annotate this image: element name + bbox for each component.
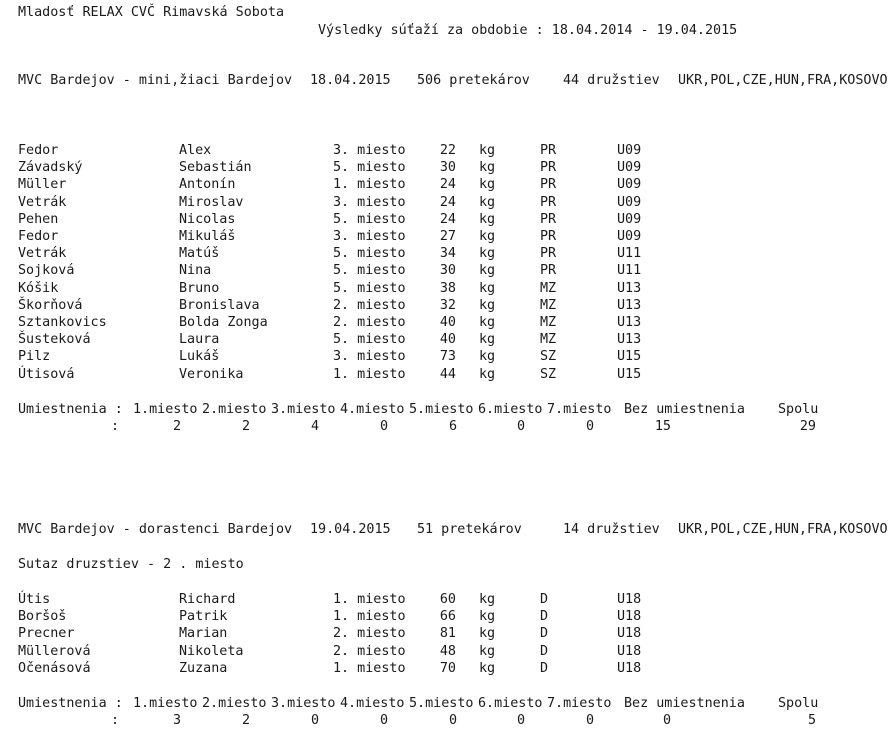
weight-cell: 44 [439,366,456,382]
place-cell: 1. miesto [333,592,406,607]
place-cell: 2. miesto [333,626,406,642]
summary-value: 4 [310,419,319,434]
competition-name: MVC Bardejov - dorastenci Bardejov [18,522,293,537]
unit-cell: kg [479,643,496,659]
unit-cell: kg [479,592,496,607]
unit-cell: kg [479,143,496,158]
table-row [0,211,894,228]
first-name-cell: Lukáš [179,349,220,365]
unit-cell: kg [479,366,496,382]
category-cell: D [540,643,549,659]
surname-cell: Závadský [18,160,83,176]
first-name-cell: Bronislava [179,297,260,313]
unit-cell: kg [479,332,496,348]
surname-cell: Očenásová [18,660,91,676]
table-row [0,348,894,365]
category-cell: PR [540,263,557,279]
category-cell: D [540,609,549,625]
age-group-cell: U09 [617,194,642,210]
summary-label: Umiestnenia : [18,402,123,417]
countries: UKR,POL,CZE,HUN,FRA,KOSOVO [678,73,888,88]
weight-cell: 32 [439,297,456,313]
summary-colon: : [111,419,120,434]
first-name-cell: Alex [179,143,212,158]
surname-cell: Útis [18,592,51,607]
summary-header: 3.miesto [271,696,336,711]
summary-header: 7.miesto [547,402,612,417]
unit-cell: kg [479,194,496,210]
unit-cell: kg [479,297,496,313]
age-group-cell: U13 [617,280,642,296]
unit-cell: kg [479,211,496,227]
table-row [0,591,894,608]
weight-cell: 30 [439,160,456,176]
age-group-cell: U13 [617,332,642,348]
summary-header: 1.miesto [133,696,198,711]
place-cell: 3. miesto [333,143,406,158]
age-group-cell: U09 [617,211,642,227]
surname-cell: Vetrák [18,194,67,210]
summary-header: 6.miesto [478,696,543,711]
weight-cell: 70 [439,660,456,676]
unit-cell: kg [479,229,496,244]
summary-header: 5.miesto [409,402,474,417]
weight-cell: 24 [439,177,456,193]
place-cell: 5. miesto [333,211,406,227]
surname-cell: Fedor [18,229,59,244]
age-group-cell: U13 [617,315,642,330]
surname-cell: Útisová [18,366,75,382]
surname-cell: Šusteková [18,332,91,348]
first-name-cell: Matúš [179,246,220,262]
age-group-cell: U13 [617,297,642,313]
place-cell: 2. miesto [333,643,406,659]
weight-cell: 30 [439,263,456,279]
unit-cell: kg [479,246,496,262]
summary-value: 29 [799,419,816,434]
competition-date: 18.04.2015 [310,73,391,88]
place-cell: 1. miesto [333,366,406,382]
surname-cell: Sztankovics [18,315,107,330]
summary-header: 4.miesto [340,696,405,711]
place-cell: 2. miesto [333,297,406,313]
unit-cell: kg [479,609,496,625]
age-group-cell: U11 [617,263,642,279]
weight-cell: 60 [439,592,456,607]
category-cell: D [540,660,549,676]
surname-cell: Sojková [18,263,75,279]
first-name-cell: Nikoleta [179,643,244,659]
summary-value: 0 [585,713,594,728]
unit-cell: kg [479,315,496,330]
table-row [0,142,894,159]
summary-header: Spolu [778,696,819,711]
surname-cell: Müllerová [18,643,91,659]
table-row [0,625,894,642]
unit-cell: kg [479,660,496,676]
weight-cell: 38 [439,280,456,296]
age-group-cell: U15 [617,349,642,365]
weight-cell: 24 [439,194,456,210]
age-group-cell: U18 [617,609,642,625]
place-cell: 5. miesto [333,160,406,176]
first-name-cell: Antonín [179,177,236,193]
summary-header: 2.miesto [202,402,267,417]
unit-cell: kg [479,160,496,176]
unit-cell: kg [479,263,496,279]
surname-cell: Škorňová [18,297,83,313]
category-cell: MZ [540,280,557,296]
weight-cell: 27 [439,229,456,244]
unit-cell: kg [479,177,496,193]
category-cell: PR [540,177,557,193]
table-row [0,280,894,297]
summary-value: 0 [448,713,457,728]
weight-cell: 73 [439,349,456,365]
first-name-cell: Marian [179,626,228,642]
table-row [0,176,894,193]
surname-cell: Pilz [18,349,51,365]
surname-cell: Pehen [18,211,59,227]
weight-cell: 22 [439,143,456,158]
table-row [0,643,894,660]
place-cell: 2. miesto [333,315,406,330]
teams-count: 44 družstiev [563,73,660,88]
summary-header: Spolu [778,402,819,417]
summary-label: Umiestnenia : [18,696,123,711]
age-group-cell: U18 [617,660,642,676]
weight-cell: 24 [439,211,456,227]
summary-header: 6.miesto [478,402,543,417]
table-row [0,194,894,211]
weight-cell: 66 [439,609,456,625]
first-name-cell: Zuzana [179,660,228,676]
weight-cell: 48 [439,643,456,659]
surname-cell: Boršoš [18,609,67,625]
table-row [0,314,894,331]
table-row [0,262,894,279]
surname-cell: Fedor [18,143,59,158]
competition-date: 19.04.2015 [310,522,391,537]
category-cell: D [540,592,549,607]
summary-value: 15 [654,419,671,434]
summary-value: 0 [310,713,319,728]
place-cell: 5. miesto [333,246,406,262]
category-cell: PR [540,246,557,262]
category-cell: MZ [540,332,557,348]
category-cell: MZ [540,297,557,313]
table-row [0,366,894,383]
first-name-cell: Bruno [179,280,220,296]
first-name-cell: Richard [179,592,236,607]
summary-header: 4.miesto [340,402,405,417]
summary-value: 2 [241,713,250,728]
weight-cell: 40 [439,332,456,348]
table-row [0,331,894,348]
place-cell: 3. miesto [333,194,406,210]
table-row [0,608,894,625]
summary-value: 0 [379,713,388,728]
surname-cell: Precner [18,626,75,642]
age-group-cell: U15 [617,366,642,382]
age-group-cell: U18 [617,626,642,642]
first-name-cell: Mikuláš [179,229,236,244]
place-cell: 5. miesto [333,263,406,279]
age-group-cell: U18 [617,592,642,607]
summary-value: 5 [807,713,816,728]
summary-value: 0 [516,419,525,434]
first-name-cell: Miroslav [179,194,244,210]
table-row [0,228,894,245]
summary-value: 2 [172,419,181,434]
summary-header: 1.miesto [133,402,198,417]
place-cell: 1. miesto [333,609,406,625]
weight-cell: 34 [439,246,456,262]
category-cell: PR [540,194,557,210]
club-name: Mladosť RELAX CVČ Rimavská Sobota [18,5,285,20]
unit-cell: kg [479,280,496,296]
age-group-cell: U18 [617,643,642,659]
category-cell: SZ [540,349,557,365]
age-group-cell: U11 [617,246,642,262]
first-name-cell: Nicolas [179,211,236,227]
category-cell: MZ [540,315,557,330]
weight-cell: 40 [439,315,456,330]
weight-cell: 81 [439,626,456,642]
table-row [0,159,894,176]
team-result: Sutaz druzstiev - 2 . miesto [18,557,244,572]
first-name-cell: Patrik [179,609,228,625]
summary-value: 6 [448,419,457,434]
summary-header: Bez umiestnenia [624,696,745,711]
competitors-count: 51 pretekárov [417,522,522,537]
summary-colon: : [111,713,120,728]
competition-name: MVC Bardejov - mini,žiaci Bardejov [18,73,293,88]
summary-value: 0 [662,713,671,728]
category-cell: PR [540,160,557,176]
summary-header: 7.miesto [547,696,612,711]
category-cell: PR [540,211,557,227]
report-title: Výsledky súťaží za obdobie : 18.04.2014 - 19.04.2015 [318,23,738,38]
first-name-cell: Nina [179,263,212,279]
place-cell: 5. miesto [333,332,406,348]
summary-header: 3.miesto [271,402,336,417]
first-name-cell: Veronika [179,366,244,382]
place-cell: 3. miesto [333,349,406,365]
table-row [0,245,894,262]
age-group-cell: U09 [617,143,642,158]
summary-value: 2 [241,419,250,434]
place-cell: 5. miesto [333,280,406,296]
first-name-cell: Sebastián [179,160,252,176]
place-cell: 1. miesto [333,177,406,193]
place-cell: 1. miesto [333,660,406,676]
summary-header: Bez umiestnenia [624,402,745,417]
unit-cell: kg [479,349,496,365]
first-name-cell: Laura [179,332,220,348]
summary-value: 0 [379,419,388,434]
category-cell: D [540,626,549,642]
place-cell: 3. miesto [333,229,406,244]
summary-header: 2.miesto [202,696,267,711]
competitors-count: 506 pretekárov [417,73,530,88]
age-group-cell: U09 [617,229,642,244]
age-group-cell: U09 [617,160,642,176]
age-group-cell: U09 [617,177,642,193]
countries: UKR,POL,CZE,HUN,FRA,KOSOVO [678,522,888,537]
table-row [0,297,894,314]
surname-cell: Kóšik [18,280,59,296]
surname-cell: Vetrák [18,246,67,262]
category-cell: SZ [540,366,557,382]
category-cell: PR [540,143,557,158]
summary-value: 0 [516,713,525,728]
first-name-cell: Bolda Zonga [179,315,268,330]
summary-value: 3 [172,713,181,728]
table-row [0,660,894,677]
summary-value: 0 [585,419,594,434]
summary-header: 5.miesto [409,696,474,711]
category-cell: PR [540,229,557,244]
teams-count: 14 družstiev [563,522,660,537]
surname-cell: Müller [18,177,67,193]
unit-cell: kg [479,626,496,642]
